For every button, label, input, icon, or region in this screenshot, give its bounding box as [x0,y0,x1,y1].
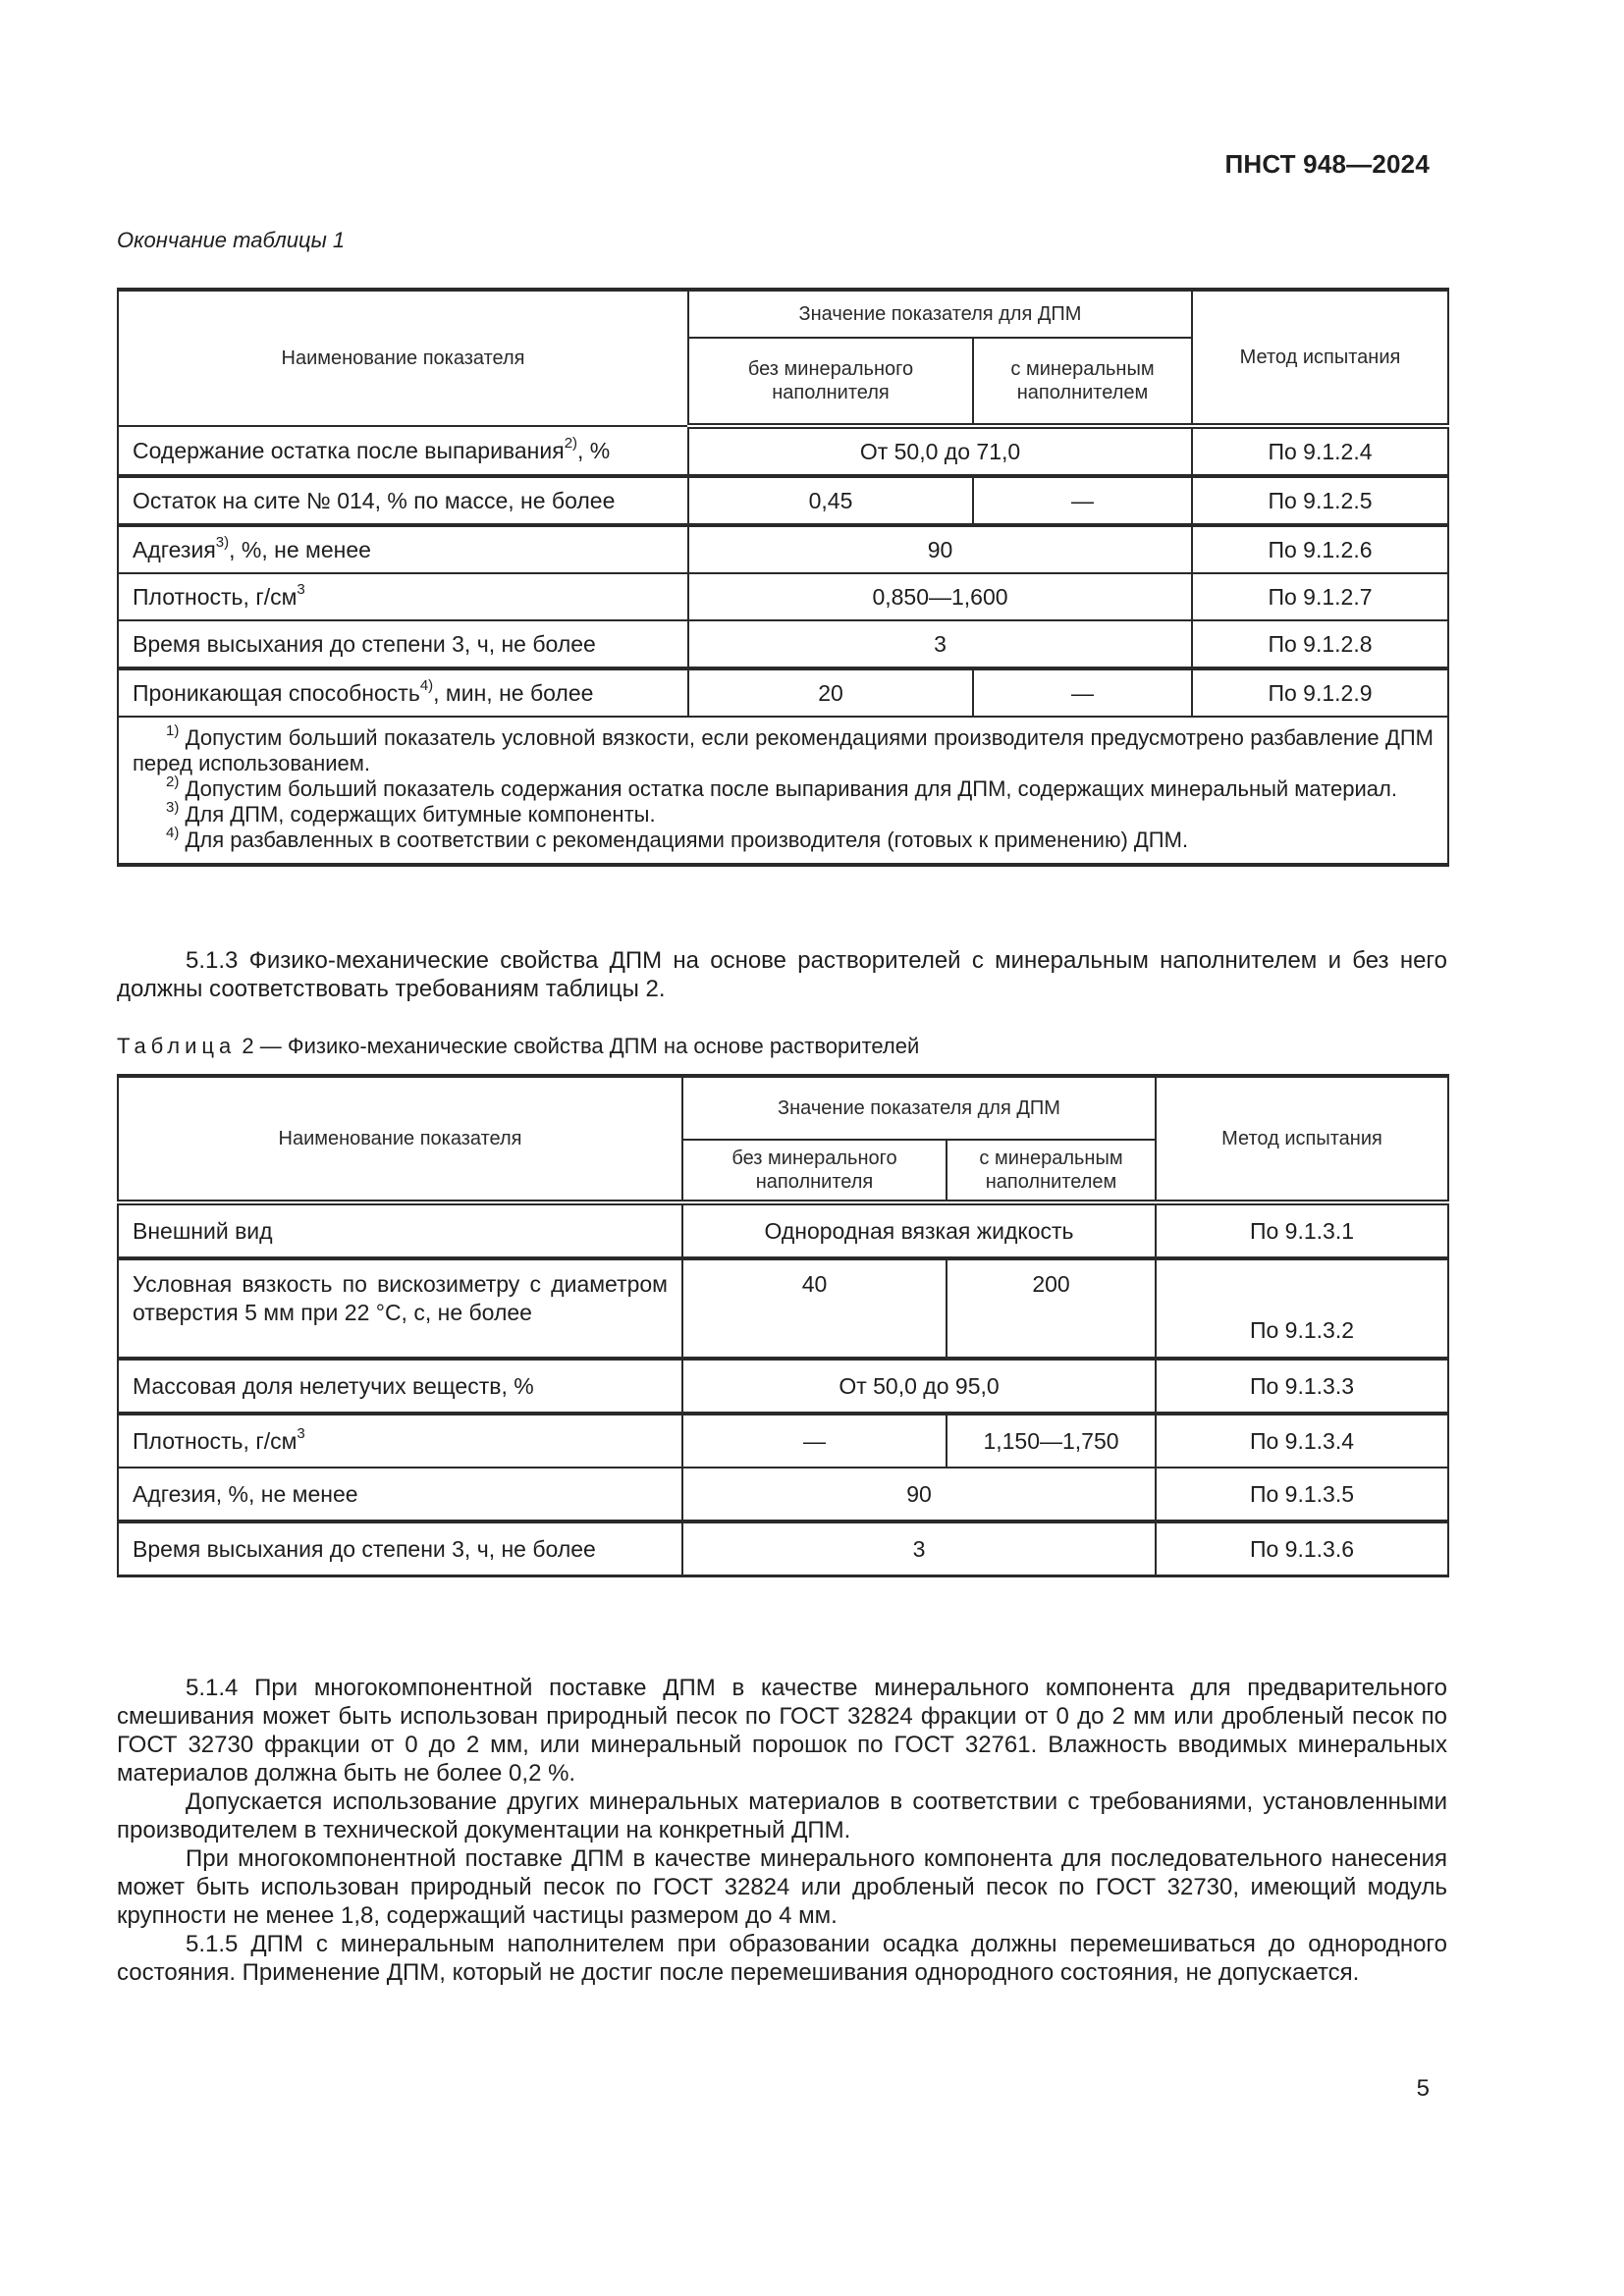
table-row [118,668,1448,717]
paragraph: Допускается использование других минеральных материалов в соответствии с требованиями, установленными производителем в технической документации на конкретный ДПМ. [117,1789,1447,1843]
row-method: По 9.1.2.9 [1192,668,1448,717]
superscript: 3 [297,1424,305,1442]
table-header-row [118,1076,1448,1140]
row-value: 0,850—1,600 [688,573,1192,620]
table-row [118,1522,1448,1576]
column-header-value-group: Значение показателя для ДПМ [682,1076,1156,1140]
table-row [118,525,1448,573]
column-header-with-filler: с минеральным наполнителем [973,338,1192,426]
table-row [118,426,1448,476]
row-value: От 50,0 до 95,0 [682,1359,1156,1414]
row-name: Время высыхания до степени 3, ч, не более [118,1522,682,1576]
column-header-method: Метод испытания [1192,290,1448,426]
row-value-with-filler: — [973,476,1192,525]
row-value-with-filler: 200 [947,1258,1156,1359]
section-5-1-4-and-5-1-5 [117,1674,1447,1987]
row-name: Массовая доля нелетучих веществ, % [118,1359,682,1414]
row-value: 3 [682,1522,1156,1576]
row-value: 90 [682,1468,1156,1522]
table-2-caption: Таблица 2 — Физико-механические свойства ДПМ на основе растворителей [117,1034,920,1058]
row-value: 3 [688,620,1192,668]
footnote: $^{4)}$ Для разбавленных в соответствии с рекомендациями производителя (готовых к применению) ДПМ. [166,824,1189,852]
footnote-ref: 4) [419,676,434,694]
table-footnotes-row [118,717,1448,865]
row-name: Остаток на сите № 014, % по массе, не более [118,476,688,525]
footnote-ref: 3) [215,533,230,551]
column-header-without-filler: без минерального наполнителя [688,338,973,426]
column-header-name: Наименование показателя [118,1076,682,1202]
row-value-without-filler: 20 [688,668,973,717]
superscript: 3 [297,580,305,598]
row-value-without-filler: — [682,1414,947,1468]
table-row [118,1202,1448,1258]
table-2 [117,1074,1449,1577]
column-header-value-group: Значение показателя для ДПМ [688,290,1192,338]
row-name: Плотность, $г/см^3$ [118,1414,682,1468]
document-code: ПНСТ 948—2024 [1224,149,1430,179]
row-name: Содержание остатка после выпаривания$^{2)}$, % [118,426,688,476]
column-header-without-filler: без минерального наполнителя [682,1140,947,1202]
row-value: Однородная вязкая жидкость [682,1202,1156,1258]
footnote: $^{1)}$ Допустим больший показатель условной вязкости, если рекомендациями производителя предусмотрено разбавление ДПМ перед использованием. [133,721,1434,775]
row-value-with-filler: 1,150—1,750 [947,1414,1156,1468]
footnote: $^{3)}$ Для ДПМ, содержащих битумные компоненты. [166,798,656,827]
row-name: Внешний вид [118,1202,682,1258]
table-row [118,1258,1448,1359]
row-method: По 9.1.3.4 [1156,1414,1448,1468]
table-1 [117,288,1449,867]
row-value-without-filler: 40 [682,1258,947,1359]
table-header-row [118,290,1448,338]
row-method: По 9.1.2.5 [1192,476,1448,525]
row-value: От 50,0 до 71,0 [688,426,1192,476]
paragraph: При многокомпонентной поставке ДПМ в качестве минерального компонента для последовательного нанесения может быть использован природный песок по ГОСТ 32824 или дробленый песок по ГОСТ 32730, имеющий модуль крупности не менее 1,8, содержащий частицы размером до 4 мм. [117,1845,1447,1929]
table-row [118,476,1448,525]
table-footnotes [118,717,1448,865]
row-name: Адгезия, %, не менее [118,1468,682,1522]
column-header-name: Наименование показателя [118,290,688,426]
row-method: По 9.1.3.6 [1156,1522,1448,1576]
footnote: $^{2)}$ Допустим больший показатель содержания остатка после выпаривания для ДПМ, содержащих минеральный материал. [166,773,1397,801]
table-row [118,1414,1448,1468]
footnote-ref: 2) [564,434,578,452]
row-method: По 9.1.2.8 [1192,620,1448,668]
table-continuation-caption: Окончание таблицы 1 [117,228,346,252]
row-method: По 9.1.2.6 [1192,525,1448,573]
row-method: По 9.1.2.7 [1192,573,1448,620]
row-value: 90 [688,525,1192,573]
row-value-with-filler: — [973,668,1192,717]
row-name: Время высыхания до степени 3, ч, не более [118,620,688,668]
row-method: По 9.1.3.5 [1156,1468,1448,1522]
page-number: 5 [1416,2075,1430,2102]
row-name: Проникающая способность$^{4)}$, мин, не более [118,668,688,717]
row-name: Условная вязкость по вискозиметру с диаметром отверстия 5 мм при 22 °С, с, не более [118,1258,682,1359]
row-method: По 9.1.3.2 [1156,1258,1448,1359]
column-header-with-filler: с минеральным наполнителем [947,1140,1156,1202]
row-name: Адгезия$^{3)}$, %, не менее [118,525,688,573]
row-method: По 9.1.3.1 [1156,1202,1448,1258]
row-name: Плотность, $г/см^3$ [118,573,688,620]
table-row [118,573,1448,620]
section-5-1-3 [117,946,1447,1003]
table-row [118,620,1448,668]
table-row [118,1468,1448,1522]
paragraph: 5.1.5 ДПМ с минеральным наполнителем при образовании осадка должны перемешиваться до однородного состояния. Применение ДПМ, который не достиг после перемешивания однородного состояния, не допускается. [117,1931,1447,1986]
table-row [118,1359,1448,1414]
paragraph: 5.1.3 Физико-механические свойства ДПМ на основе растворителей с минеральным наполнителем и без него должны соответствовать требованиям таблицы 2. [117,947,1447,1002]
row-value-without-filler: 0,45 [688,476,973,525]
row-method: По 9.1.2.4 [1192,426,1448,476]
row-method: По 9.1.3.3 [1156,1359,1448,1414]
paragraph: 5.1.4 При многокомпонентной поставке ДПМ в качестве минерального компонента для предварительного смешивания может быть использован природный песок по ГОСТ 32824 фракции от 0 до 2 мм или дробленый песок по ГОСТ 32730 фракции от 0 до 2 мм, или минеральный порошок по ГОСТ 32761. Влажность вводимых минеральных материалов должна быть не более 0,2 %. [117,1675,1447,1787]
column-header-method: Метод испытания [1156,1076,1448,1202]
